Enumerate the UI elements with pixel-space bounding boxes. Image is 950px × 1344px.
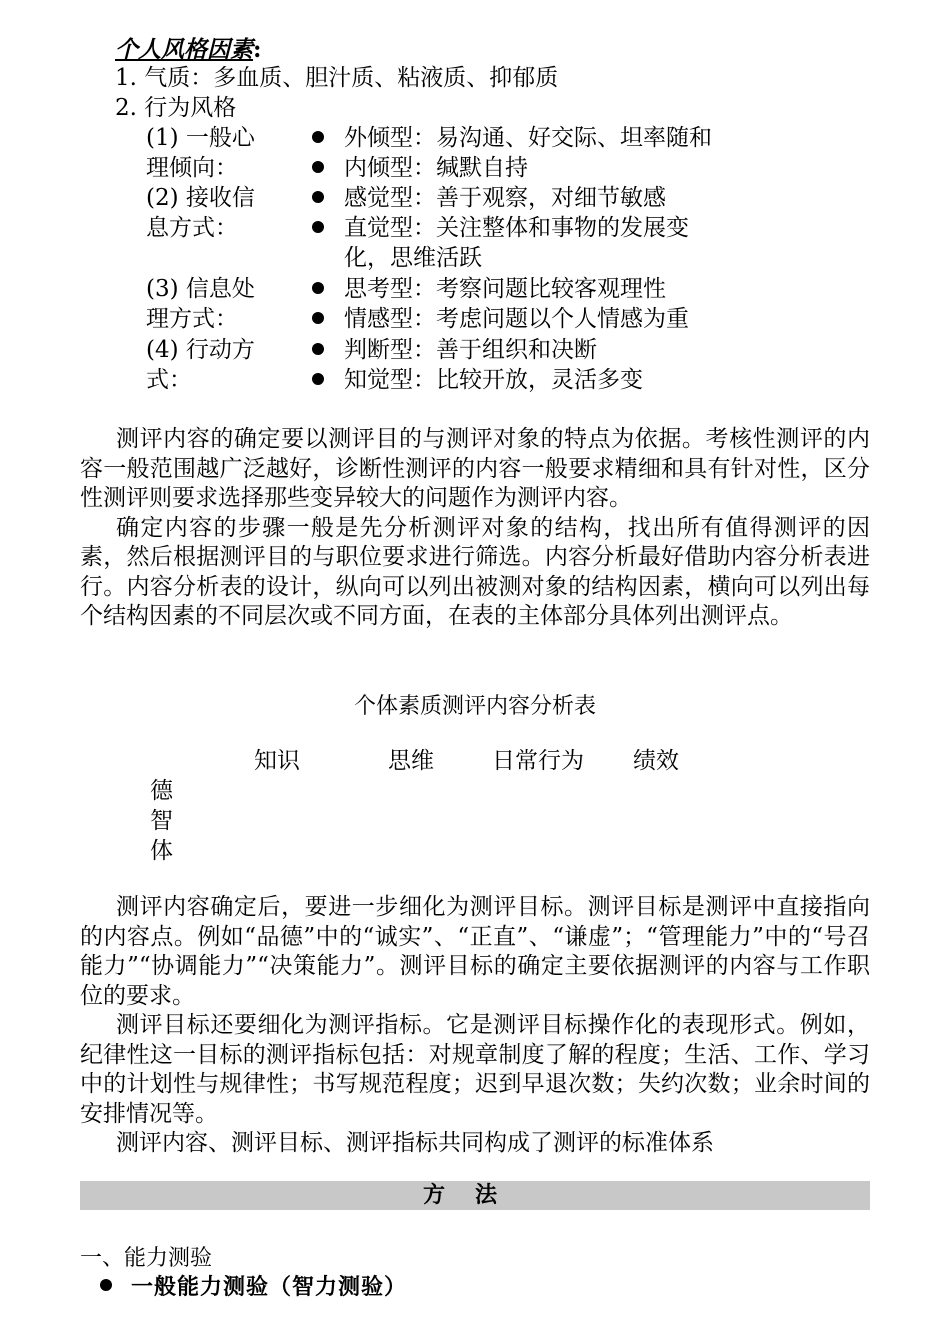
subsection-general-ability: 一般能力测验（智力测验） <box>131 1275 408 1300</box>
group-3-label-line1: (3) 信息处 <box>146 276 255 302</box>
group-4-label-line1: (4) 行动方 <box>146 337 255 363</box>
style-factors-heading-row <box>115 35 262 65</box>
group-2-label-line2: 息方式： <box>146 215 238 241</box>
paragraph-indicators: 测评目标还要细化为测评指标。它是测评目标操作化的表现形式。例如，纪律性这一目标的测评指标包括：对规章制度了解的程度；生活、工作、学习中的计划性与规律性；书写规范程度；迟到早退次数；失约次数；业余时间的安排情况等。 <box>80 1012 870 1127</box>
bullet-icon <box>312 343 324 355</box>
bullet-icon <box>312 191 324 203</box>
group-1-label-line1: (1) 一般心 <box>146 125 255 151</box>
bullet-icon <box>312 312 324 324</box>
heading-colon: : <box>253 36 262 63</box>
col-header-thinking: 思维 <box>388 748 434 774</box>
bullet-icon <box>312 161 324 173</box>
group-1-label-line2: 理倾向： <box>146 155 238 181</box>
paragraph-content-steps: 确定内容的步骤一般是先分析测评对象的结构，找出所有值得测评的因素，然后根据测评目的与职位要求进行筛选。内容分析最好借助内容分析表进行。内容分析表的设计，纵向可以列出被测对象的结构因素，横向可以列出每个结构因素的不同层次或不同方面，在表的主体部分具体列出测评点。 <box>80 514 870 629</box>
bullet-icon <box>312 373 324 385</box>
group-2-label-line1: (2) 接收信 <box>146 185 255 211</box>
content-paragraphs-2 <box>80 893 870 1159</box>
col-header-performance: 绩效 <box>633 748 679 774</box>
paragraph-standard-system: 测评内容、测评目标、测评指标共同构成了测评的标准体系 <box>116 1130 714 1156</box>
bullet-intuition: 直觉型：关注整体和事物的发展变 <box>344 215 689 241</box>
bullet-feeling: 情感型：考虑问题以个人情感为重 <box>344 306 689 332</box>
row-header-intelligence: 智 <box>150 808 173 834</box>
col-header-behavior: 日常行为 <box>492 748 584 774</box>
method-section-title: 方法 <box>422 1183 527 1208</box>
group-3-label-line2: 理方式： <box>146 306 238 332</box>
bullet-icon <box>312 131 324 143</box>
content-paragraphs-1 <box>80 425 870 632</box>
section-ability-test: 一、能力测验 <box>80 1246 213 1271</box>
method-section-bar <box>80 1181 870 1210</box>
row-header-physique: 体 <box>150 838 173 864</box>
group-4-label-line2: 式： <box>146 367 192 393</box>
row-header-morality: 德 <box>150 778 173 804</box>
temperament-item: 1. 气质：多血质、胆汁质、粘液质、抑郁质 <box>115 65 559 91</box>
bullet-introvert: 内倾型：缄默自持 <box>344 155 528 181</box>
paragraph-content-basis: 测评内容的确定要以测评目的与测评对象的特点为依据。考核性测评的内容一般范围越广泛越好，诊断性测评的内容一般要求精细和具有针对性，区分性测评则要求选择那些变异较大的问题作为测评内容。 <box>80 426 870 511</box>
bullet-icon <box>312 282 324 294</box>
behavior-style-item: 2. 行为风格 <box>115 95 237 121</box>
bullet-icon <box>312 221 324 233</box>
style-factors-heading: 个人风格因素 <box>115 36 253 63</box>
bullet-extrovert: 外倾型：易沟通、好交际、坦率随和 <box>344 125 712 151</box>
col-header-knowledge: 知识 <box>254 748 300 774</box>
bullet-intuition-cont: 化，思维活跃 <box>344 245 482 271</box>
bullet-judging: 判断型：善于组织和决断 <box>344 337 597 363</box>
bullet-sensing: 感觉型：善于观察，对细节敏感 <box>344 185 666 211</box>
bullet-perceiving: 知觉型：比较开放，灵活多变 <box>344 367 643 393</box>
table-title: 个体素质测评内容分析表 <box>353 694 596 719</box>
paragraph-targets: 测评内容确定后，要进一步细化为测评目标。测评目标是测评中直接指向的内容点。例如“品德”中的“诚实”、“正直”、“谦虚”；“管理能力”中的“号召能力”“协调能力”“决策能力”。测评目标的确定主要依据测评的内容与工作职位的要求。 <box>80 894 870 1009</box>
bullet-icon <box>100 1279 112 1291</box>
bullet-thinking: 思考型：考察问题比较客观理性 <box>344 276 666 302</box>
